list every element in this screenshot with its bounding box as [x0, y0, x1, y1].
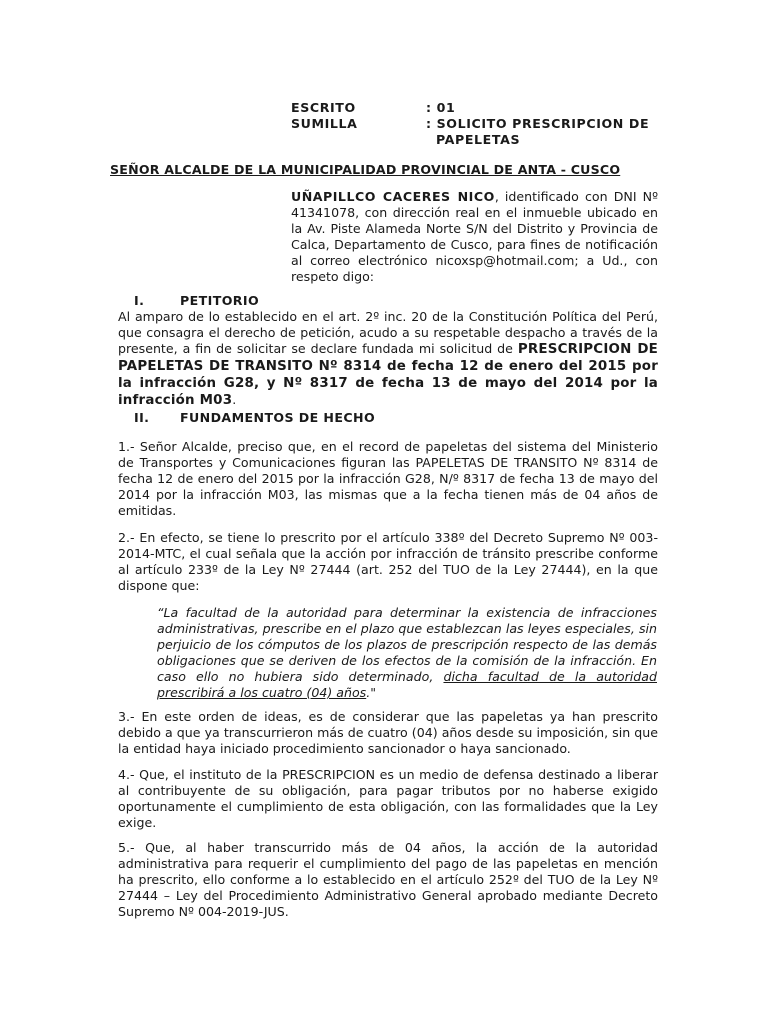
- section-petitorio-title: PETITORIO: [180, 293, 260, 308]
- section-hechos-number: II.: [134, 410, 150, 425]
- quote-underlined: dicha facultad de la autoridad prescribirá a los cuatro (04) años: [157, 669, 657, 700]
- petitorio-paragraph: [118, 309, 658, 409]
- petitorio-request: PRESCRIPCION DE PAPELETAS DE TRANSITO Nº 8314 de fecha 12 de enero del 2015 por la infracción G28, y Nº 8317 de fecha 13 de mayo del 2014 por la infracción M03: [118, 342, 658, 408]
- section-hechos: [134, 410, 375, 426]
- addressee-heading: SEÑOR ALCALDE DE LA MUNICIPALIDAD PROVINCIAL DE ANTA - CUSCO: [110, 162, 621, 177]
- paragraph-1: 1.- Señor Alcalde, preciso que, en el record de papeletas del sistema del Ministerio de Transportes y Comunicaciones figuran las PAPELETAS DE TRANSITO Nº 8314 de fecha 12 de enero del 2015 por la infracción G28, N/º 8317 de fecha 13 de mayo del 2014 por la infracción M03, las mismas que a la fecha tienen más de 04 años de emitidas.: [118, 439, 658, 518]
- identity-text: , identificado con DNI Nº 41341078, con dirección real en el inmueble ubicado en la Av. Piste Alameda Norte S/N del Distrito y Provincia de Calca, Departamento de Cusco, para fines de notificación al correo electrónico nicoxsp@hotmail.com; a Ud., con respeto digo:: [291, 189, 659, 284]
- paragraph-3: 3.- En este orden de ideas, es de considerar que las papeletas ya han prescrito debido a que ya transcurrieron más de cuatro (04) años desde su imposición, sin que la entidad haya iniciado procedimiento sancionador o haya sancionado.: [118, 709, 658, 756]
- paragraph-2: 2.- En efecto, se tiene lo prescrito por el artículo 338º del Decreto Supremo Nº 003-2014-MTC, el cual señala que la acción por infracción de tránsito prescribe conforme al artículo 233º de la Ley Nº 27444 (art. 252 del TUO de la Ley 27444), en la que dispone que:: [118, 530, 658, 593]
- escrito-label: ESCRITO: [291, 100, 356, 115]
- sumilla-label: SUMILLA: [291, 116, 358, 131]
- section-petitorio: [134, 293, 259, 309]
- paragraph-4: 4.- Que, el instituto de la PRESCRIPCION es un medio de defensa destinado a liberar al contribuyente de su obligación, para pagar tributos por no haberse exigido oportunamente el cumplimiento de esta obligación, con las formalidades que la Ley exige.: [118, 767, 658, 830]
- legal-quote: [157, 605, 657, 701]
- applicant-name: UÑAPILLCO CACERES NICO: [291, 189, 495, 204]
- sumilla-value-line2: PAPELETAS: [436, 132, 521, 147]
- sumilla-value: [426, 116, 671, 148]
- petitorio-intro: Al amparo de lo establecido en el art. 2º inc. 20 de la Constitución Política del Perú, que consagra el derecho de petición, acudo a su respetable despacho a través de la presente, a fin de solicitar se declare fundada mi solicitud de: [118, 309, 658, 356]
- paragraph-5: 5.- Que, al haber transcurrido más de 04 años, la acción de la autoridad administrativa para requerir el cumplimiento del pago de las papeletas en mención ha prescrito, ello conforme a lo establecido en el artículo 252º del TUO de la Ley Nº 27444 – Ley del Procedimiento Administrativo General aprobado mediante Decreto Supremo Nº 004-2019-JUS.: [118, 840, 658, 919]
- sumilla-value-line1: : SOLICITO PRESCRIPCION DE: [426, 116, 650, 131]
- quote-main: “La facultad de la autoridad para determinar la existencia de infracciones administrativas, prescribe en el plazo que establezcan las leyes especiales, sin perjuicio de los cómputos de los plazos de prescripción respecto de las demás obligaciones que se deriven de los efectos de la comisión de la infracción. En caso ello no hubiera sido determinado,: [157, 605, 657, 684]
- identity-paragraph: [291, 189, 658, 285]
- quote-end: .": [366, 685, 377, 700]
- petitorio-end: .: [232, 392, 237, 407]
- escrito-row: [291, 100, 671, 116]
- sumilla-row: [291, 116, 671, 148]
- section-petitorio-number: I.: [134, 293, 145, 308]
- escrito-value: : 01: [426, 100, 456, 115]
- section-hechos-title: FUNDAMENTOS DE HECHO: [180, 410, 376, 425]
